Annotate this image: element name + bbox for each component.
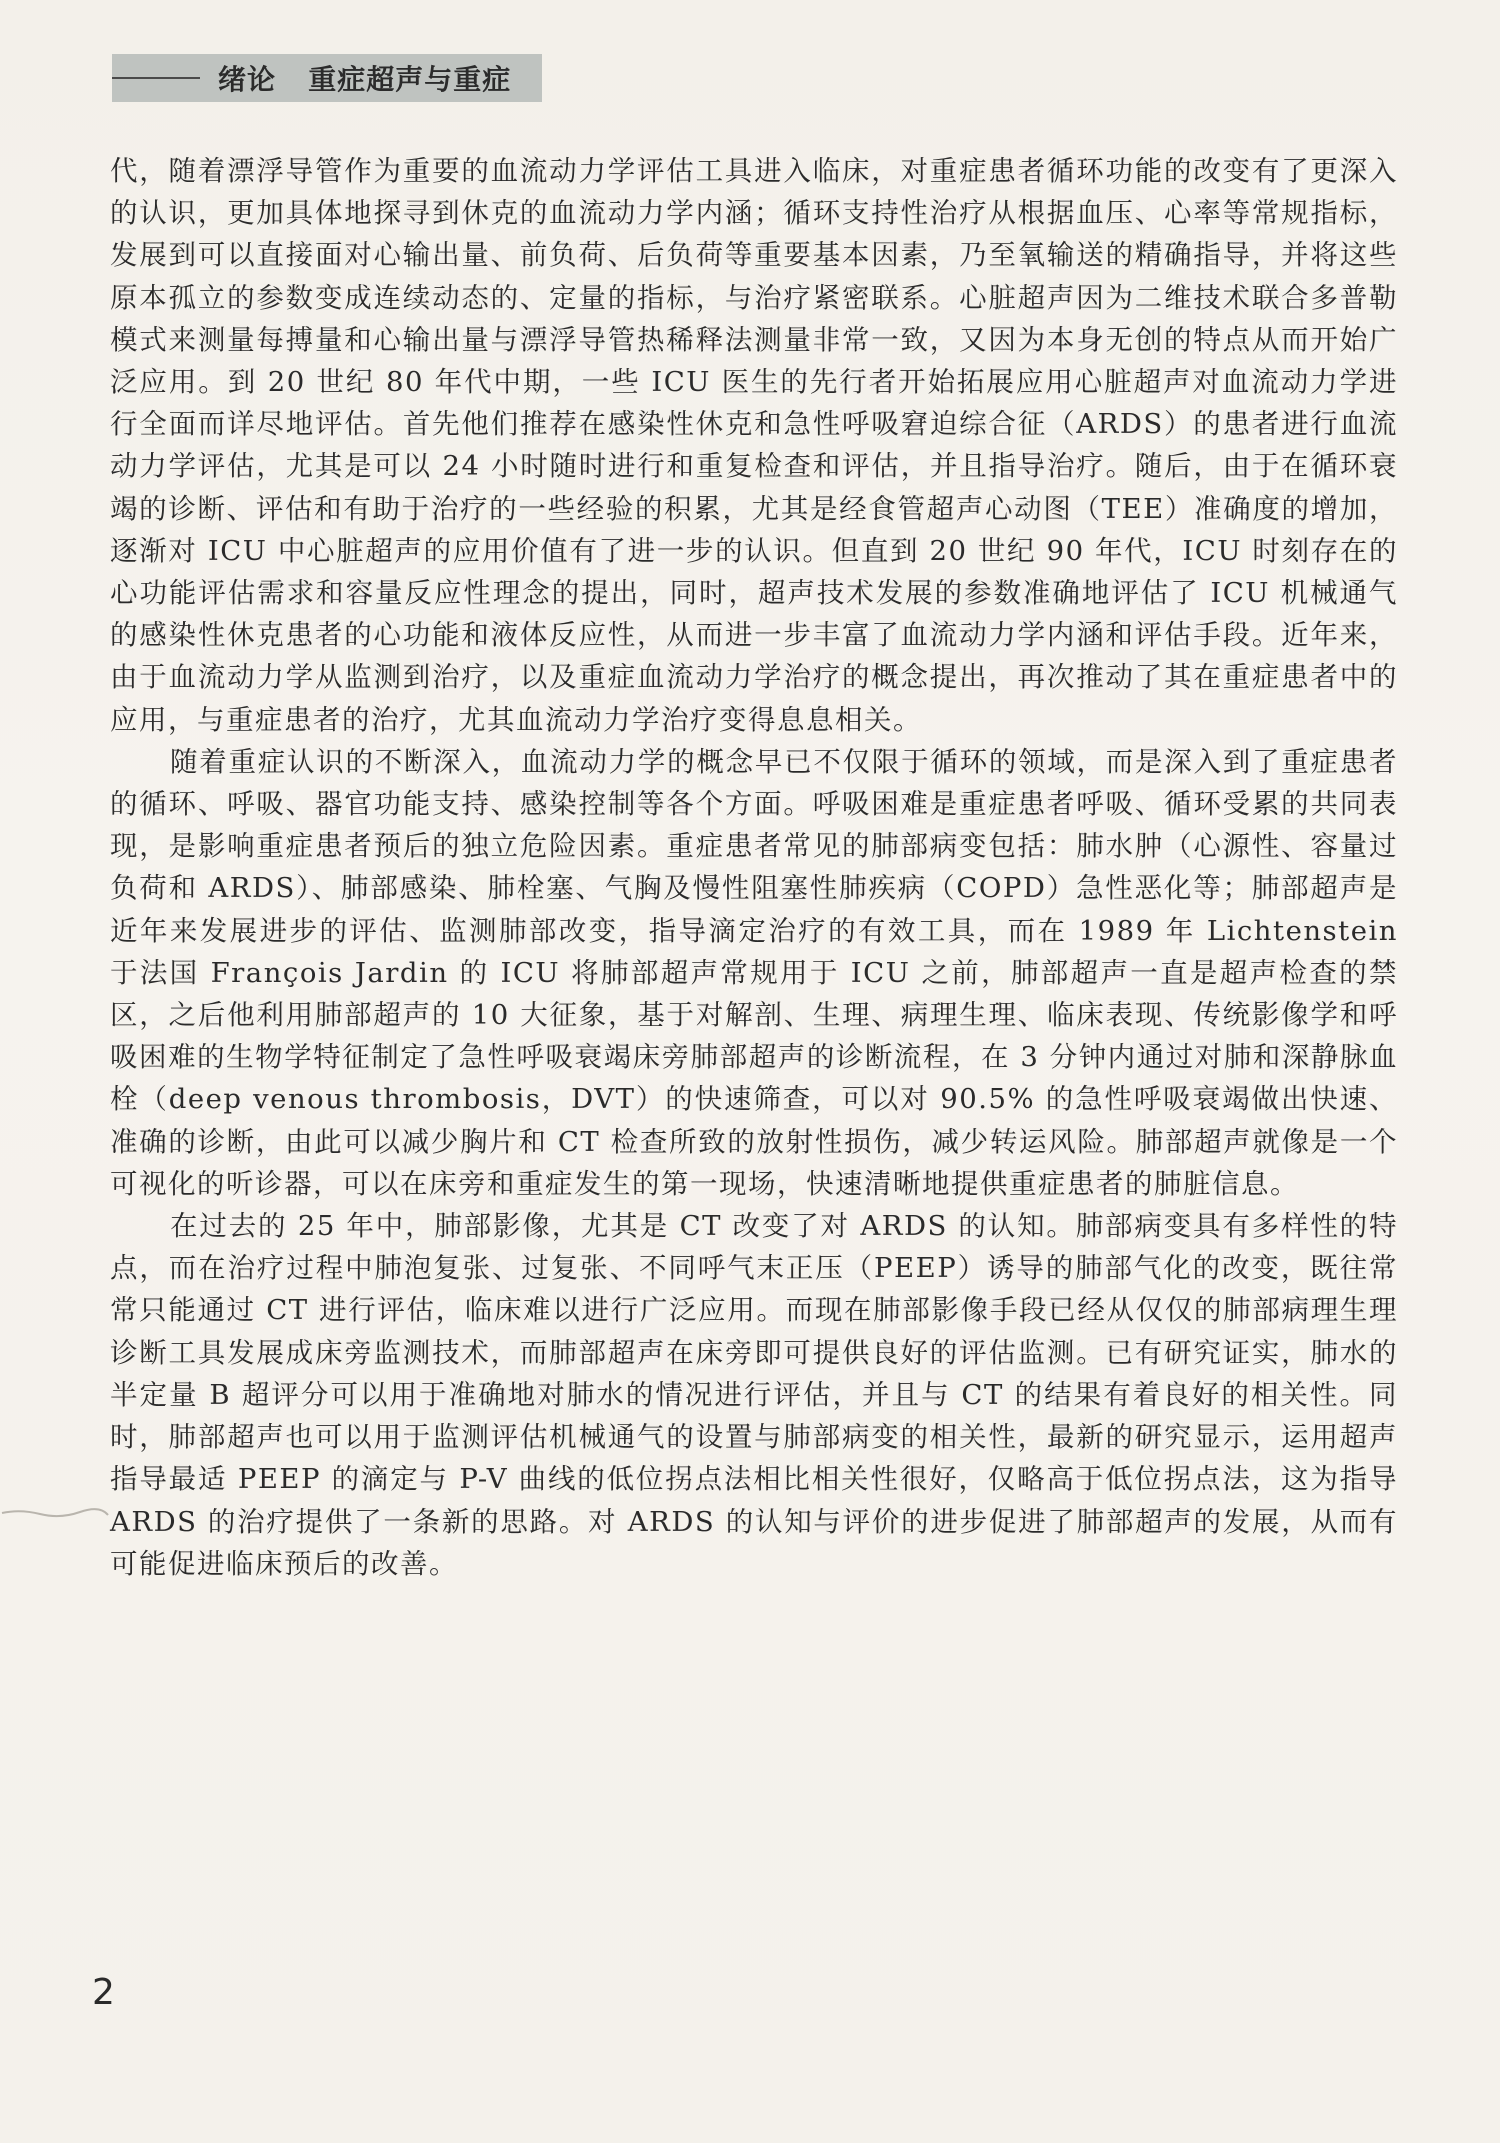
page-number: 2 [92, 1972, 115, 2013]
running-header [112, 54, 542, 102]
header-title: 绪论 重症超声与重症 [218, 63, 512, 96]
paragraph-1: 代，随着漂浮导管作为重要的血流动力学评估工具进入临床，对重症患者循环功能的改变有了更深入的认识，更加具体地探寻到休克的血流动力学内涵；循环支持性治疗从根据血压、心率等常规指标，发展到可以直接面对心输出量、前负荷、后负荷等重要基本因素，乃至氧输送的精确指导，并将这些原本孤立的参数变成连续动态的、定量的指标，与治疗紧密联系。心脏超声因为二维技术联合多普勒模式来测量每搏量和心输出量与漂浮导管热稀释法测量非常一致，又因为本身无创的特点从而开始广泛应用。到 20 世纪 80 年代中期，一些 ICU 医生的先行者开始拓展应用心脏超声对血流动力学进行全面而详尽地评估。首先他们推荐在感染性休克和急性呼吸窘迫综合征（ARDS）的患者进行血流动力学评估，尤其是可以 24 小时随时进行和重复检查和评估，并且指导治疗。随后，由于在循环衰竭的诊断、评估和有助于治疗的一些经验的积累，尤其是经食管超声心动图（TEE）准确度的增加，逐渐对 ICU 中心脏超声的应用价值有了进一步的认识。但直到 20 世纪 90 年代，ICU 时刻存在的心功能评估需求和容量反应性理念的提出，同时，超声技术发展的参数准确地评估了 ICU 机械通气的感染性休克患者的心功能和液体反应性，从而进一步丰富了血流动力学内涵和评估手段。近年来，由于血流动力学从监测到治疗，以及重症血流动力学治疗的概念提出，再次推动了其在重症患者中的应用，与重症患者的治疗，尤其血流动力学治疗变得息息相关。 [110, 155, 1398, 736]
paragraph-2: 随着重症认识的不断深入，血流动力学的概念早已不仅限于循环的领域，而是深入到了重症患者的循环、呼吸、器官功能支持、感染控制等各个方面。呼吸困难是重症患者呼吸、循环受累的共同表现，是影响重症患者预后的独立危险因素。重症患者常见的肺部病变包括：肺水肿（心源性、容量过负荷和 ARDS）、肺部感染、肺栓塞、气胸及慢性阻塞性肺疾病（COPD）急性恶化等；肺部超声是近年来发展进步的评估、监测肺部改变，指导滴定治疗的有效工具，而在 1989 年 Lichtenstein 于法国 François Jardin 的 ICU 将肺部超声常规用于 ICU 之前，肺部超声一直是超声检查的禁区，之后他利用肺部超声的 10 大征象，基于对解剖、生理、病理生理、临床表现、传统影像学和呼吸困难的生物学特征制定了急性呼吸衰竭床旁肺部超声的诊断流程，在 3 分钟内通过对肺和深静脉血栓（deep venous thrombosis，DVT）的快速筛查，可以对 90.5% 的急性呼吸衰竭做出快速、准确的诊断，由此可以减少胸片和 CT 检查所致的放射性损伤，减少转运风险。肺部超声就像是一个可视化的听诊器，可以在床旁和重症发生的第一现场，快速清晰地提供重症患者的肺脏信息。 [110, 745, 1398, 1200]
scan-smudge [0, 1506, 110, 1520]
body-text [110, 150, 1398, 1585]
header-rule [112, 77, 200, 79]
paragraph-3: 在过去的 25 年中，肺部影像，尤其是 CT 改变了对 ARDS 的认知。肺部病变具有多样性的特点，而在治疗过程中肺泡复张、过复张、不同呼气末正压（PEEP）诱导的肺部气化的改变，既往常常只能通过 CT 进行评估，临床难以进行广泛应用。而现在肺部影像手段已经从仅仅的肺部病理生理诊断工具发展成床旁监测技术，而肺部超声在床旁即可提供良好的评估监测。已有研究证实，肺水的半定量 B 超评分可以用于准确地对肺水的情况进行评估，并且与 CT 的结果有着良好的相关性。同时，肺部超声也可以用于监测评估机械通气的设置与肺部病变的相关性，最新的研究显示，运用超声指导最适 PEEP 的滴定与 P-V 曲线的低位拐点法相比相关性很好，仅略高于低位拐点法，这为指导 ARDS 的治疗提供了一条新的思路。对 ARDS 的认知与评价的进步促进了肺部超声的发展，从而有可能促进临床预后的改善。 [110, 1210, 1398, 1580]
